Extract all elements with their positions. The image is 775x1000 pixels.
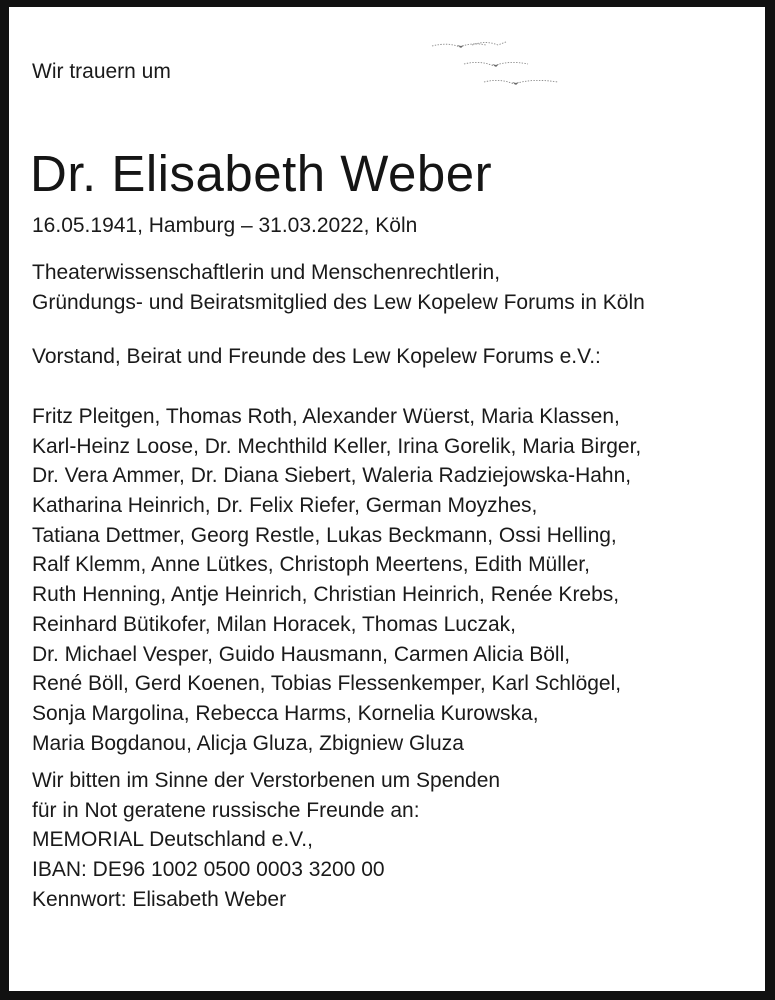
mourners-heading-block — [32, 342, 601, 372]
roles-block — [32, 258, 645, 317]
mourners-heading: Vorstand, Beirat und Freunde des Lew Kopelew Forums e.V.: — [32, 345, 601, 368]
flying-birds-icon — [428, 36, 568, 96]
deceased-name: Dr. Elisabeth Weber — [30, 145, 493, 202]
donation-block — [32, 766, 500, 914]
mourner-line: Katharina Heinrich, Dr. Felix Riefer, German Moyzhes, — [32, 494, 538, 518]
mourner-line: Maria Bogdanou, Alicja Gluza, Zbigniew Gluza — [32, 731, 464, 755]
mourners-list — [32, 402, 641, 758]
intro-text: Wir trauern um — [32, 60, 171, 83]
mourner-line: Karl-Heinz Loose, Dr. Mechthild Keller, Irina Gorelik, Maria Birger, — [32, 434, 642, 458]
mourner-line: Dr. Michael Vesper, Guido Hausmann, Carmen Alicia Böll, — [32, 642, 571, 666]
role-line: Theaterwissenschaftlerin und Menschenrechtlerin, — [32, 261, 501, 284]
mourner-line: Tatiana Dettmer, Georg Restle, Lukas Beckmann, Ossi Helling, — [32, 523, 617, 547]
donation-line: Wir bitten im Sinne der Verstorbenen um Spenden — [32, 769, 501, 792]
donation-reference: Kennwort: Elisabeth Weber — [32, 887, 287, 911]
role-line: Gründungs- und Beiratsmitglied des Lew Kopelew Forums in Köln — [32, 290, 645, 314]
donation-iban: IBAN: DE96 1002 0500 0003 3200 00 — [32, 858, 385, 882]
mourner-line: Dr. Vera Ammer, Dr. Diana Siebert, Waleria Radziejowska-Hahn, — [32, 464, 632, 488]
mourner-line: Sonja Margolina, Rebecca Harms, Kornelia Kurowska, — [32, 701, 539, 725]
mourner-line: Ruth Henning, Antje Heinrich, Christian Heinrich, Renée Krebs, — [32, 583, 620, 607]
mourner-line: Fritz Pleitgen, Thomas Roth, Alexander Wüerst, Maria Klassen, — [32, 405, 620, 428]
donation-line: für in Not geratene russische Freunde an: — [32, 798, 420, 822]
donation-recipient: MEMORIAL Deutschland e.V., — [32, 828, 313, 852]
mourner-line: Reinhard Bütikofer, Milan Horacek, Thomas Luczak, — [32, 612, 517, 636]
life-dates: 16.05.1941, Hamburg – 31.03.2022, Köln — [32, 214, 418, 237]
mourner-line: René Böll, Gerd Koenen, Tobias Flessenkemper, Karl Schlögel, — [32, 672, 622, 696]
mourner-line: Ralf Klemm, Anne Lütkes, Christoph Meertens, Edith Müller, — [32, 553, 590, 577]
